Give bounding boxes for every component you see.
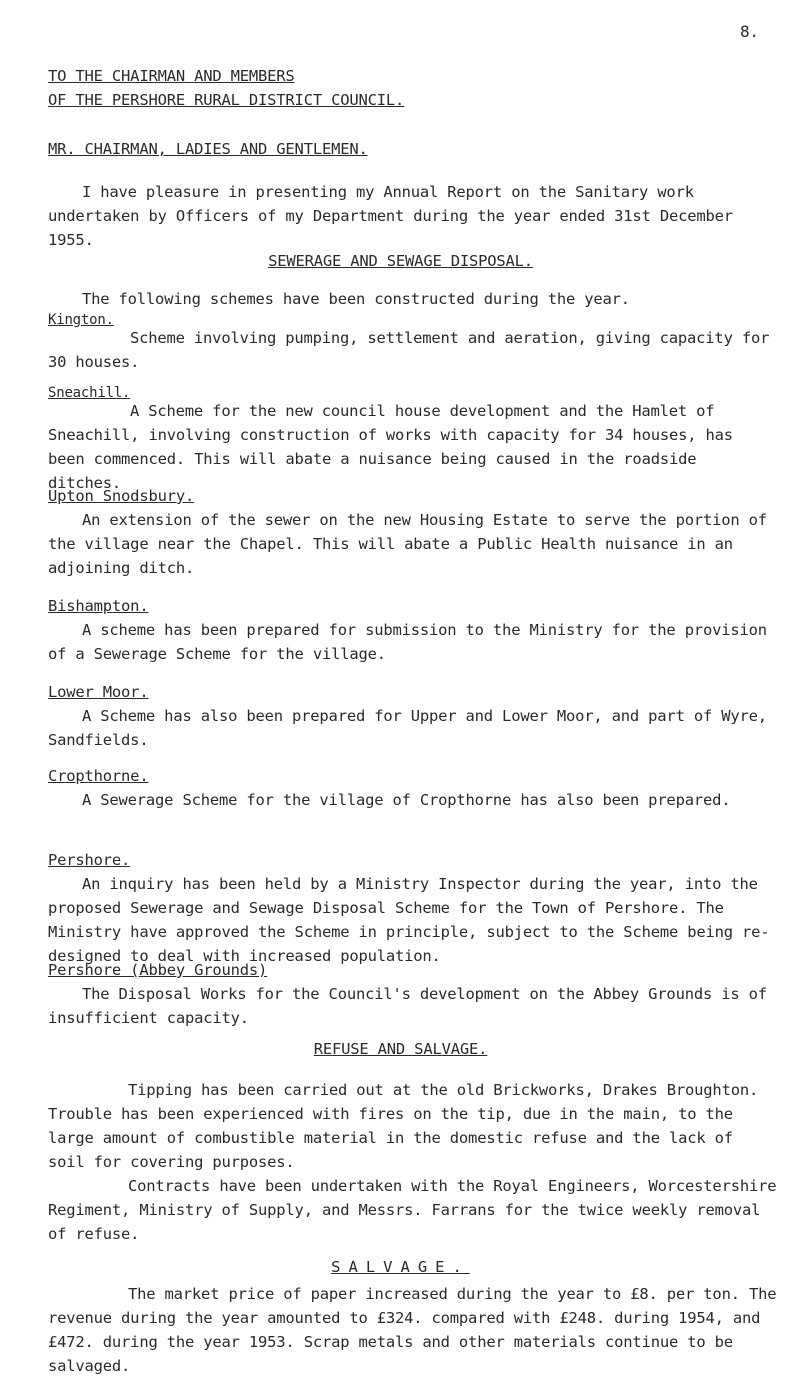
- refuse-paragraph-2: Contracts have been undertaken with the Royal Engineers, Worcestershire Regiment, Ministry of Supply, and Messrs. Farrans for the twice weekly removal of refuse.: [48, 1177, 777, 1243]
- item-pershore: [48, 848, 778, 968]
- item-lower-moor: [48, 680, 778, 752]
- item-cropthorne: [48, 764, 778, 812]
- item-label-sneachill: Sneachill.: [48, 385, 131, 401]
- salutation: MR. CHAIRMAN, LADIES AND GENTLEMEN.: [48, 140, 368, 158]
- item-text-upton-snodsbury: An extension of the sewer on the new Housing Estate to serve the portion of the village near the Chapel. This will abate a Public Health nuisance in an adjoining ditch.: [48, 511, 767, 577]
- item-text-pershore-abbey-grounds: The Disposal Works for the Council's development on the Abbey Grounds is of insufficient capacity.: [48, 985, 767, 1027]
- item-label-pershore: Pershore.: [48, 851, 131, 869]
- item-text-bishampton: A scheme has been prepared for submission to the Ministry for the provision of a Sewerage Scheme for the village.: [48, 621, 767, 663]
- sewerage-heading: SEWERAGE AND SEWAGE DISPOSAL.: [268, 252, 533, 270]
- salvage-heading: SALVAGE.: [331, 1258, 470, 1276]
- item-text-kington: Scheme involving pumping, settlement and aeration, giving capacity for 30 houses.: [48, 329, 770, 371]
- address-line-2: OF THE PERSHORE RURAL DISTRICT COUNCIL.: [48, 91, 405, 109]
- item-text-cropthorne: A Sewerage Scheme for the village of Cropthorne has also been prepared.: [82, 791, 731, 809]
- item-label-cropthorne: Cropthorne.: [48, 767, 149, 785]
- sewerage-lead: The following schemes have been constructed during the year.: [82, 290, 630, 308]
- item-pershore-abbey-grounds: [48, 958, 778, 1030]
- item-text-pershore: An inquiry has been held by a Ministry Inspector during the year, into the proposed Sewerage and Sewage Disposal Scheme for the Town of Pershore. The Ministry have approved the Scheme in principle, subject to the Scheme being re-designed to deal with increased population.: [48, 875, 770, 965]
- item-text-lower-moor: A Scheme has also been prepared for Upper and Lower Moor, and part of Wyre, Sandfields.: [48, 707, 767, 749]
- item-bishampton: [48, 594, 778, 666]
- page-number: 8.: [740, 22, 759, 41]
- item-upton-snodsbury: [48, 484, 778, 580]
- item-text-sneachill: A Scheme for the new council house development and the Hamlet of Sneachill, involving construction of works with capacity for 34 houses, has been commenced. This will abate a nuisance being caused in the roadside ditches.: [48, 402, 733, 492]
- intro-paragraph: I have pleasure in presenting my Annual Report on the Sanitary work undertaken by Officers of my Department during the year ended 31st December 1955.: [48, 183, 733, 249]
- refuse-heading: REFUSE AND SALVAGE.: [313, 1040, 488, 1058]
- item-label-upton-snodsbury: Upton Snodsbury.: [48, 487, 195, 505]
- item-label-kington: Kington.: [48, 312, 114, 328]
- salvage-paragraph: The market price of paper increased during the year to £8. per ton. The revenue during the year amounted to £324. compared with £248. during 1954, and £472. during the year 1953. Scrap metals and other materials continue to be salvaged.: [48, 1285, 777, 1375]
- address-line-1: TO THE CHAIRMAN AND MEMBERS: [48, 67, 295, 85]
- address-block: [48, 64, 404, 112]
- refuse-paragraph-1: Tipping has been carried out at the old Brickworks, Drakes Broughton. Trouble has been experienced with fires on the tip, due in the main, to the large amount of combustible material in the domestic refuse and the lack of soil for covering purposes.: [48, 1081, 759, 1171]
- item-label-lower-moor: Lower Moor.: [48, 683, 149, 701]
- item-label-pershore-abbey-grounds: Pershore (Abbey Grounds): [48, 961, 268, 979]
- item-label-bishampton: Bishampton.: [48, 597, 149, 615]
